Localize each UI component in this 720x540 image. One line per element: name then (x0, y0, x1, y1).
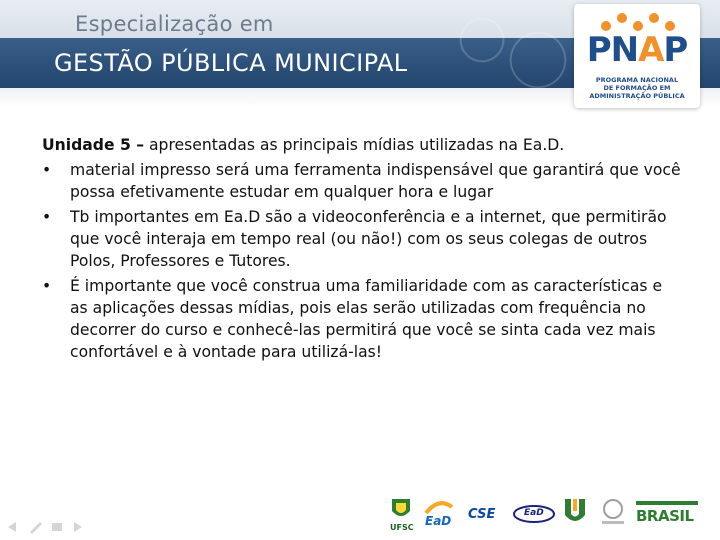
ufsc-logo (388, 497, 414, 533)
bullet-item (42, 159, 682, 203)
logo-line-2: DE FORMAÇÃO EM (603, 84, 671, 92)
bullet-text: Tb importantes em Ea.D são a videoconferência e a internet, que permitirão que você interaja em tempo real (ou não!) com os seus colegas de outros Polos, Professores e Tutores. (70, 208, 667, 270)
bullet-dot: • (42, 208, 52, 226)
bullet-item (42, 275, 682, 363)
capes-logo (596, 497, 630, 533)
ead-ring-logo (512, 497, 556, 533)
logo-line-3: ADMINISTRAÇÃO PÚBLICA (589, 92, 685, 100)
slide-header (0, 0, 720, 108)
pnap-logo (574, 4, 700, 108)
ufsc-label: UFSC (390, 523, 414, 532)
menu-icon[interactable] (52, 523, 62, 531)
university-logo (562, 497, 588, 533)
brasil-top-bar (636, 501, 698, 505)
brasil-logo (636, 497, 698, 533)
header-decorative-pattern (440, 0, 580, 100)
cse-label: CSE (468, 507, 496, 522)
bullet-dot: • (42, 277, 52, 295)
prev-arrow-icon[interactable] (8, 522, 16, 532)
bullet-text: material impresso será uma ferramenta indispensável que garantirá que você possa efetivamente estudar em qualquer hora e lugar (70, 161, 681, 201)
logo-word-a: A (638, 30, 664, 70)
ead-logo (422, 497, 456, 533)
brasil-label (636, 507, 694, 525)
bullet-text: É importante que você construa uma familiaridade com as características e as aplicações dessas mídias, pois elas serão utilizadas com frequência no decorrer do curso e conhecê-las permitirá que você se sinta cada vez mais confortável e à vontade para utilizá-las! (70, 277, 663, 361)
slide-body (42, 134, 682, 363)
slide-navigation[interactable] (6, 520, 86, 534)
logo-wordmark (574, 30, 700, 70)
ead-ring-label: EaD (524, 508, 544, 518)
logo-word-p: P (663, 30, 688, 70)
course-subtitle: Especialização em (75, 12, 274, 36)
pen-icon[interactable] (30, 522, 42, 534)
logo-word-pn: PN (586, 30, 639, 70)
ead-label: EaD (425, 514, 452, 528)
unit-intro (42, 134, 682, 156)
partner-logos (388, 497, 708, 537)
course-title: GESTÃO PÚBLICA MUNICIPAL (54, 49, 408, 77)
ufsc-crest-icon (388, 497, 414, 523)
unit-label: Unidade 5 – (42, 136, 145, 154)
brasil-word: BRASIL (636, 507, 694, 525)
bullet-dot: • (42, 161, 52, 179)
capes-emblem-icon (596, 497, 630, 527)
bullet-item (42, 206, 682, 272)
university-u-icon (562, 497, 588, 527)
next-arrow-icon[interactable] (74, 522, 82, 532)
logo-line-1: PROGRAMA NACIONAL (595, 76, 679, 84)
unit-description: apresentadas as principais mídias utilizadas na Ea.D. (144, 136, 565, 154)
cse-logo (466, 497, 506, 533)
